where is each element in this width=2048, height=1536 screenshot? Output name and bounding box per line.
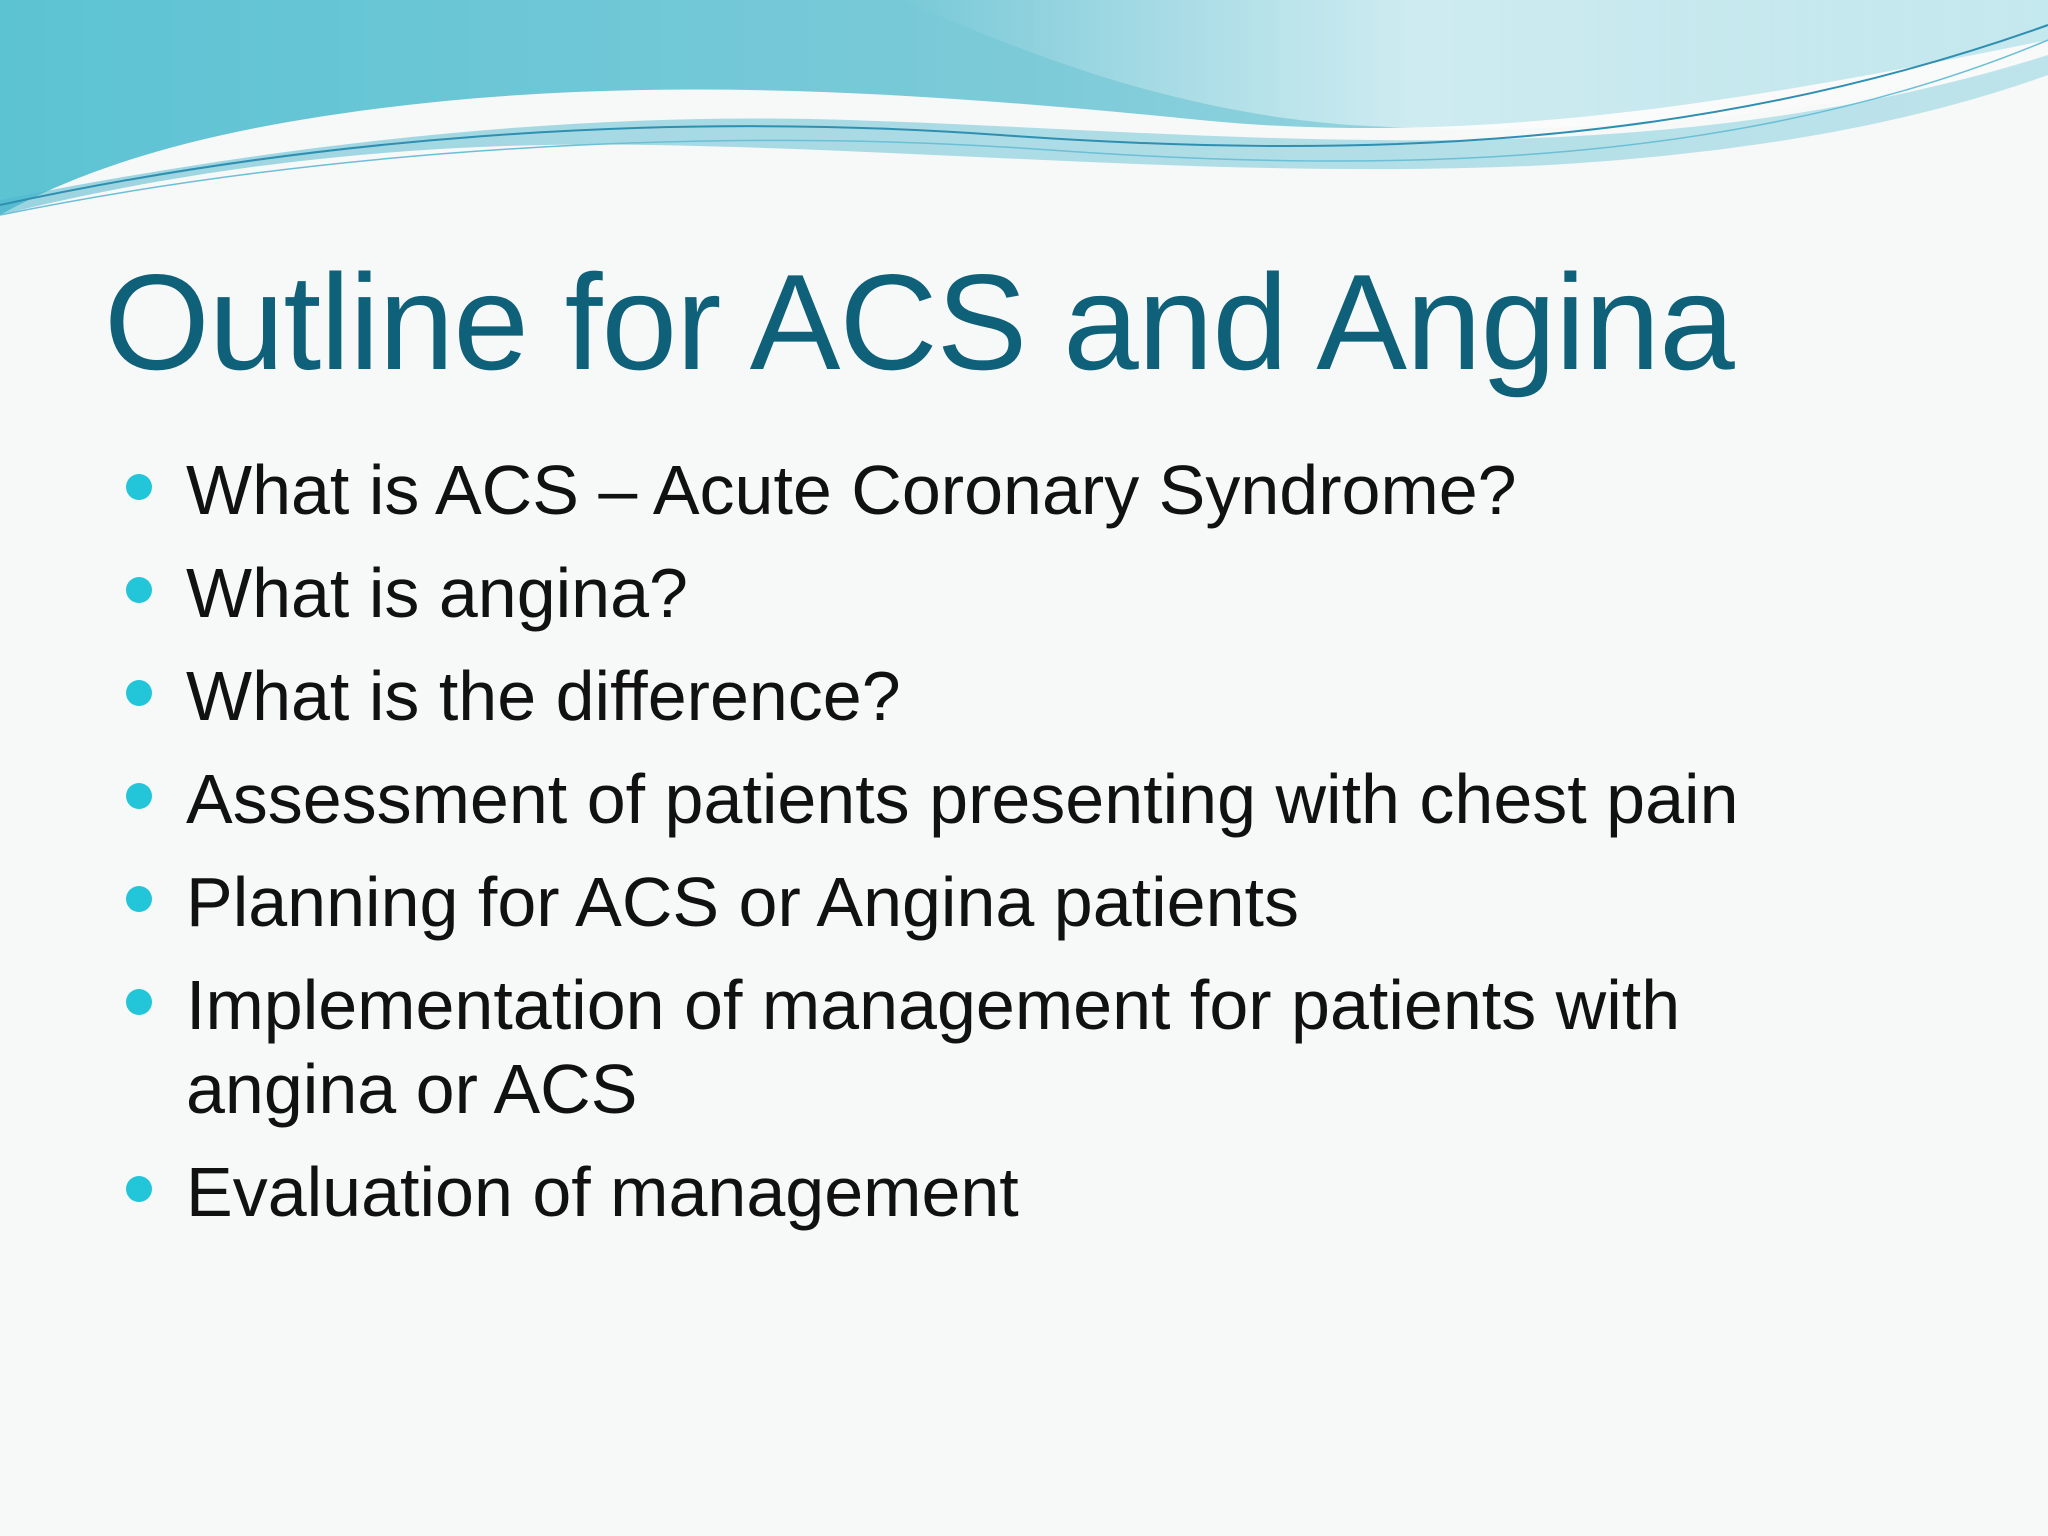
bullet-item xyxy=(126,448,2006,532)
circle-bullet-icon xyxy=(126,577,152,603)
bullet-text: Planning for ACS or Angina patients xyxy=(186,863,1299,941)
circle-bullet-icon xyxy=(126,783,152,809)
bullet-item xyxy=(126,757,2006,841)
bullet-item xyxy=(126,551,2006,635)
circle-bullet-icon xyxy=(126,989,152,1015)
bullet-text: Evaluation of management xyxy=(186,1153,1019,1231)
bullet-text: What is ACS – Acute Coronary Syndrome? xyxy=(186,451,1517,529)
circle-bullet-icon xyxy=(126,1176,152,1202)
circle-bullet-icon xyxy=(126,680,152,706)
bullet-item xyxy=(126,1150,2006,1234)
circle-bullet-icon xyxy=(126,886,152,912)
bullet-text: Assessment of patients presenting with chest pain xyxy=(186,760,1739,838)
circle-bullet-icon xyxy=(126,474,152,500)
bullet-text: Implementation of management for patients with angina or ACS xyxy=(186,966,1681,1128)
slide-title: Outline for ACS and Angina xyxy=(104,246,1734,398)
header-wave-decoration xyxy=(0,0,2048,240)
bullet-item xyxy=(126,963,1886,1131)
bullet-text: What is angina? xyxy=(186,554,688,632)
bullet-item xyxy=(126,860,2006,944)
bullet-text: What is the difference? xyxy=(186,657,901,735)
bullet-list xyxy=(126,448,2006,1253)
bullet-item xyxy=(126,654,2006,738)
